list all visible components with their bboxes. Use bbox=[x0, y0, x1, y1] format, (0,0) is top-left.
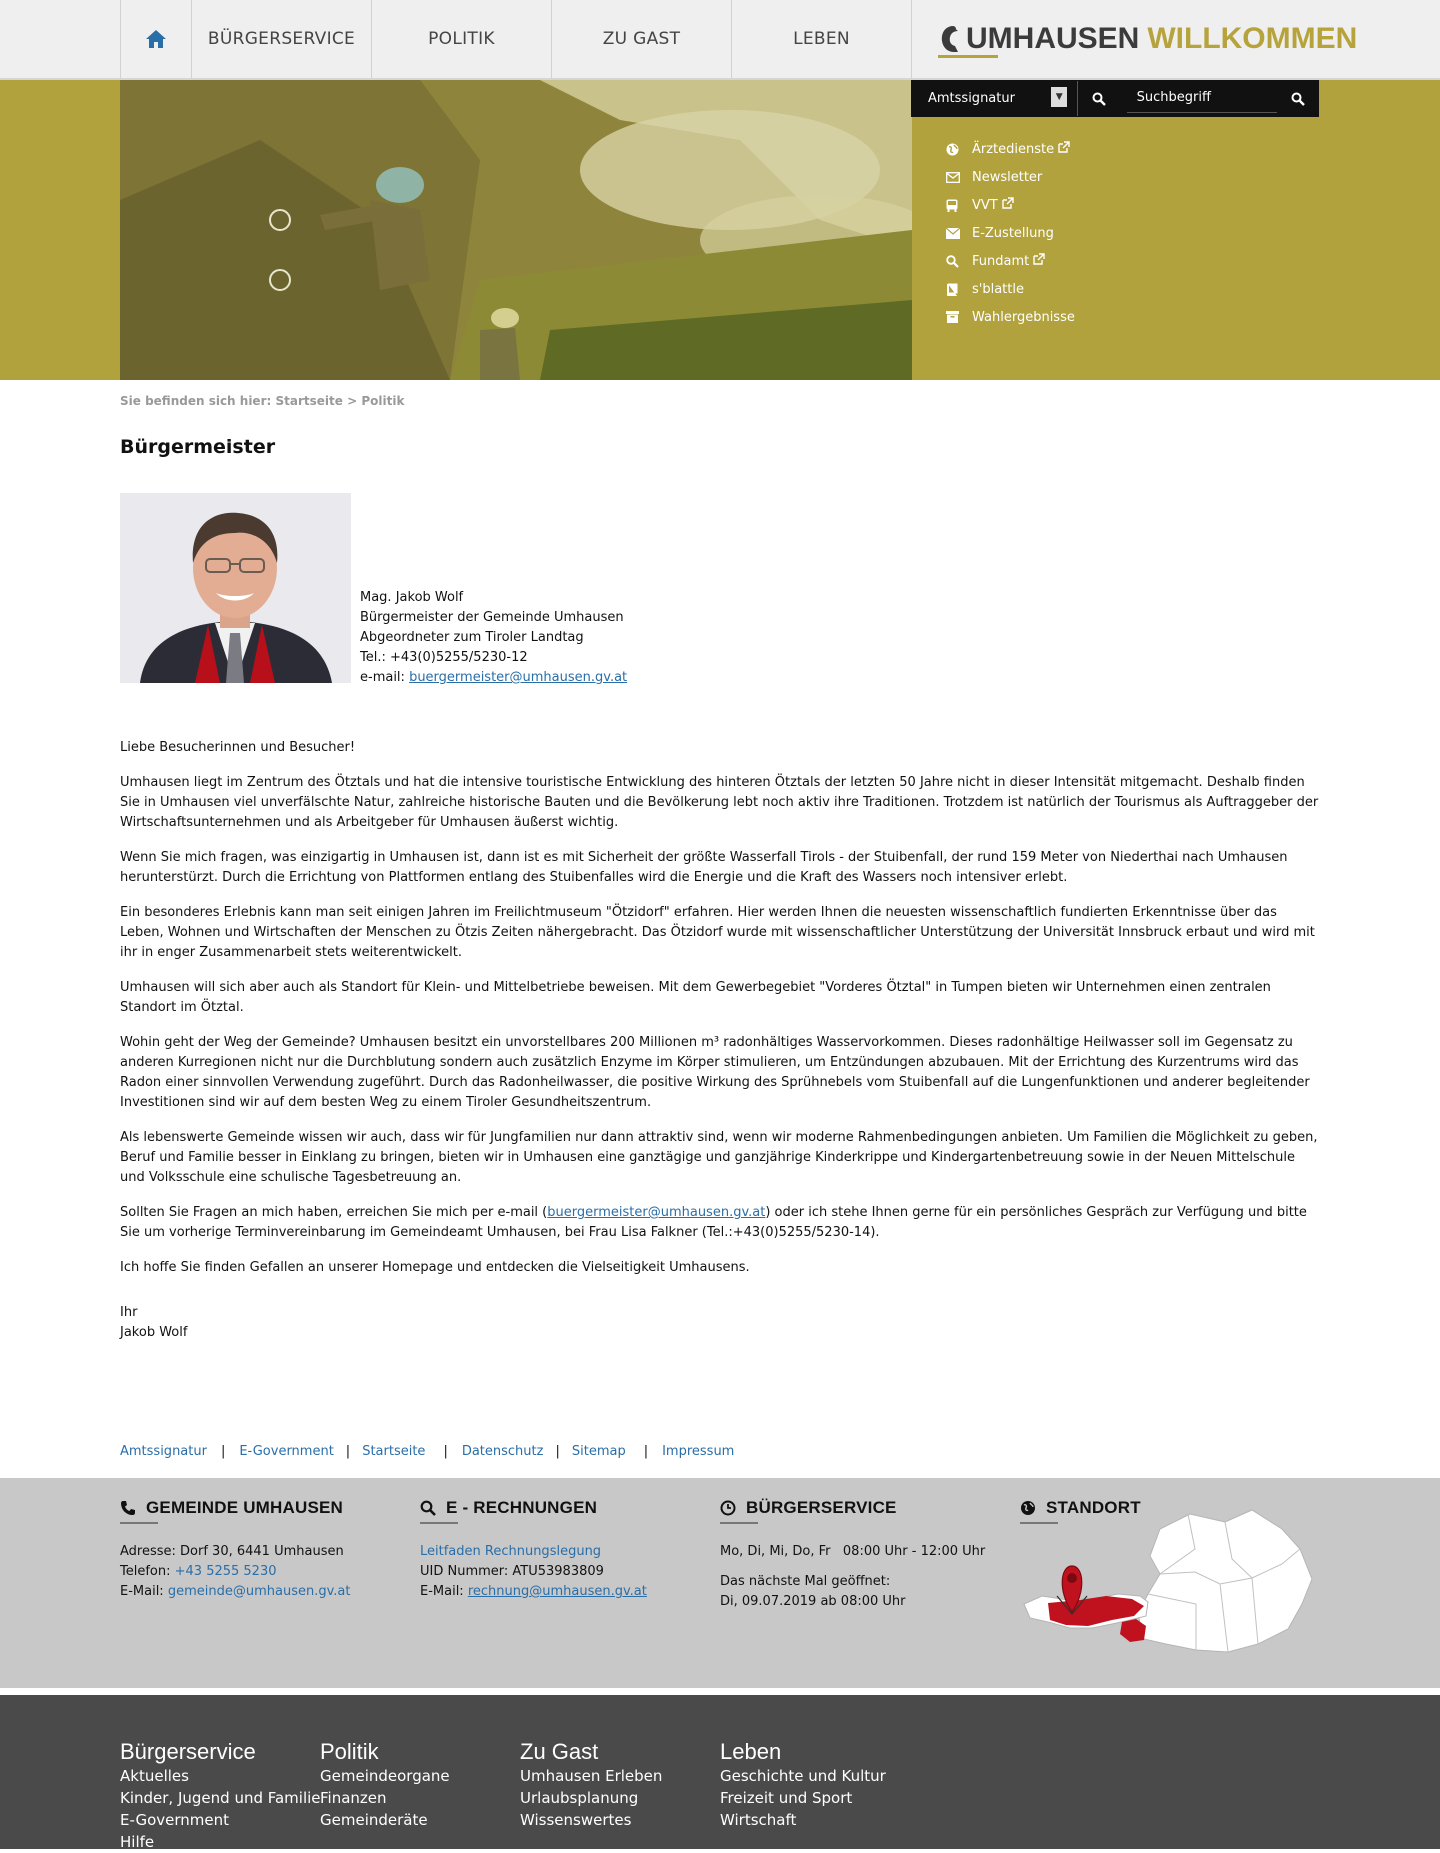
info-service-title: BÜRGERSERVICE bbox=[746, 1498, 897, 1517]
breadcrumb-current[interactable]: Politik bbox=[361, 394, 405, 408]
mayor-name: Mag. Jakob Wolf bbox=[360, 590, 464, 605]
sitemap-link[interactable]: Aktuelles bbox=[120, 1767, 189, 1785]
heading-underline bbox=[120, 1522, 158, 1524]
footer-link-e-government[interactable]: E-Government bbox=[239, 1444, 334, 1459]
text-fragment: Sollten Sie Fragen an mich haben, erreichen Sie mich per e-mail ( bbox=[120, 1205, 548, 1220]
info-rechnungen-title: E - RECHNUNGEN bbox=[446, 1498, 598, 1517]
heading-underline bbox=[720, 1522, 758, 1524]
top-navigation bbox=[0, 0, 1440, 80]
sitemap-link[interactable]: E-Government bbox=[120, 1811, 229, 1829]
nav-item-politik[interactable]: POLITIK bbox=[372, 0, 552, 78]
sitemap-link[interactable]: Geschichte und Kultur bbox=[720, 1767, 886, 1785]
footer-sitemap bbox=[0, 1695, 1440, 1849]
search-input[interactable] bbox=[1127, 82, 1277, 113]
mayor-phone: Tel.: +43(0)5255/5230-12 bbox=[360, 650, 528, 665]
quicklink-e-zustellung[interactable] bbox=[946, 219, 1075, 247]
info-gemeinde-title: GEMEINDE UMHAUSEN bbox=[146, 1498, 344, 1517]
footer-link-datenschutz[interactable]: Datenschutz bbox=[461, 1444, 544, 1459]
home-button[interactable] bbox=[120, 0, 192, 78]
info-service-heading bbox=[720, 1498, 1000, 1518]
quicklink-label: Newsletter bbox=[972, 169, 1043, 185]
logo-word-umhausen: UMHAUSEN bbox=[966, 22, 1140, 55]
mayor-email-row bbox=[360, 668, 627, 688]
footer-separator: | bbox=[443, 1444, 448, 1459]
footer-separator: | bbox=[345, 1444, 351, 1459]
hero-image bbox=[120, 80, 912, 380]
info-standort-title: STANDORT bbox=[1046, 1498, 1141, 1517]
external-link-icon bbox=[1058, 141, 1070, 157]
article-paragraph: Ich hoffe Sie finden Gefallen an unserer Homepage und entdecken die Vielseitigkeit Umhausens. bbox=[120, 1260, 750, 1275]
sitemap-heading[interactable]: Leben bbox=[720, 1739, 782, 1764]
phone-icon bbox=[120, 1500, 136, 1516]
sitemap-link[interactable]: Freizeit und Sport bbox=[720, 1789, 853, 1807]
sitemap-heading[interactable]: Zu Gast bbox=[520, 1739, 599, 1764]
gemeinde-address: Adresse: Dorf 30, 6441 Umhausen bbox=[120, 1544, 344, 1559]
mayor-contact bbox=[360, 588, 627, 688]
breadcrumb bbox=[120, 394, 404, 408]
article-paragraph: Ein besonderes Erlebnis kann man seit einigen Jahren im Freilichtmuseum "Ötzidorf" erfahren. Hier werden Ihnen die neuesten wissenschaftlich fundierten Erkenntnisse über das Leben, Wohnen und Wirtschaften der Menschen zu Ötzis Zeiten nähergebracht. Das Ötzidorf wurde mit wissenschaftlicher Unterstützung der Universität Innsbruck erbaut und wird mit ihr in enger Zusammenarbeit stets weiterentwickelt. bbox=[120, 905, 1315, 960]
rechnungslegung-guide-link[interactable]: Leitfaden Rechnungslegung bbox=[420, 1544, 602, 1559]
email-label: e-mail: bbox=[360, 670, 410, 685]
quicklink-label: Ärztedienste bbox=[972, 141, 1055, 157]
envelope-icon bbox=[946, 172, 972, 183]
phone-label: Telefon: bbox=[120, 1564, 175, 1579]
search-icon bbox=[946, 255, 972, 268]
mayor-role-2: Abgeordneter zum Tiroler Landtag bbox=[360, 630, 584, 645]
mayor-email-link[interactable]: buergermeister@umhausen.gv.at bbox=[409, 670, 628, 685]
info-gemeinde bbox=[120, 1498, 400, 1602]
quicklink-wahlergebnisse[interactable] bbox=[946, 303, 1075, 331]
article-signature: Jakob Wolf bbox=[120, 1325, 188, 1340]
logo-word-willkommen: WILLKOMMEN bbox=[1147, 22, 1358, 55]
article-paragraph: Wohin geht der Weg der Gemeinde? Umhausen besitzt ein unvorstellbares 200 Millionen m³ radonhältiges Wasservorkommen. Dieses radonhältige Heilwasser soll im Gegensatz zu anderen Kurregionen nicht nur die Durchblutung sondern auch zusätzlich Enzyme im Körper stimulieren, um Entzündungen abzubauen. Mit der Errichtung des Kurzentrums wird das Radon einer sinnvollen Verwendung zugeführt. Durch das Radonheilwasser, die positive Wirkung des Sprühnebels vom Stuibenfall auf die Lungenfunktionen und anderer begleitender Investitionen sind wir auf dem besten Weg zu einem Tiroler Gesundheitszentrum. bbox=[120, 1035, 1310, 1110]
quicklink-label: Fundamt bbox=[972, 253, 1030, 269]
page-title: Bürgermeister bbox=[120, 436, 276, 458]
info-rechnungen-heading bbox=[420, 1498, 700, 1518]
search-bar bbox=[911, 80, 1319, 117]
sitemap-heading[interactable]: Bürgerservice bbox=[120, 1739, 256, 1764]
article-greeting: Liebe Besucherinnen und Besucher! bbox=[120, 740, 356, 755]
article-email-link[interactable]: buergermeister@umhausen.gv.at bbox=[547, 1205, 766, 1220]
info-service bbox=[720, 1498, 1000, 1612]
opening-hours: Mo, Di, Mi, Do, Fr 08:00 Uhr - 12:00 Uhr bbox=[720, 1544, 986, 1559]
sitemap-heading[interactable]: Politik bbox=[320, 1739, 379, 1764]
nav-item-zu-gast[interactable]: ZU GAST bbox=[552, 0, 732, 78]
quicklink-sblattle[interactable] bbox=[946, 275, 1075, 303]
sitemap-col-zu-gast bbox=[520, 1739, 662, 1831]
quicklink-newsletter[interactable] bbox=[946, 163, 1075, 191]
search-icon bbox=[1092, 92, 1106, 106]
email-label: E-Mail: bbox=[120, 1584, 168, 1599]
gemeinde-phone-row bbox=[120, 1562, 400, 1582]
article-paragraph: Als lebenswerte Gemeinde wissen wir auch, dass wir für Jungfamilien nur dann attraktiv sind, wenn wir moderne Rahmenbedingungen anbieten. Um Familien die Möglichkeit zu geben, Beruf und Familie besser in Einklang zu bringen, bieten wir in Umhausen eine ganztägige und ganzjährige Kinderkrippe und Kindergartenbetreuung sowie in der Neuen Mittelschule und Volksschule eine schulische Tagesbetreuung an. bbox=[120, 1130, 1318, 1185]
quicklink-label: VVT bbox=[972, 197, 998, 213]
article-paragraph: Umhausen will sich aber auch als Standort für Klein- und Mittelbetriebe beweisen. Mit dem Gewerbegebiet "Vorderes Ötztal" in Tumpen bieten wir Unternehmen einen zentralen Standort im Ötztal. bbox=[120, 980, 1271, 1015]
mayor-portrait bbox=[120, 493, 351, 683]
sitemap-link[interactable]: Finanzen bbox=[320, 1789, 387, 1807]
external-link-icon bbox=[1033, 253, 1045, 269]
quicklink-label: s'blattle bbox=[972, 281, 1024, 297]
footer-separator: | bbox=[220, 1444, 226, 1459]
gemeinde-email-link[interactable]: gemeinde@umhausen.gv.at bbox=[167, 1584, 351, 1599]
quicklink-label: E-Zustellung bbox=[972, 225, 1054, 241]
amtssignatur-search-button[interactable] bbox=[1078, 80, 1120, 117]
amtssignatur-select-value: Amtssignatur bbox=[928, 91, 1015, 106]
clock-icon bbox=[720, 1500, 736, 1516]
book-icon bbox=[946, 283, 972, 296]
rechnung-email-row bbox=[420, 1582, 700, 1602]
footer-link-amtssignatur[interactable]: Amtssignatur bbox=[120, 1444, 207, 1459]
home-icon bbox=[145, 29, 167, 49]
email-label: E-Mail: bbox=[420, 1584, 468, 1599]
envelope-filled-icon bbox=[946, 228, 972, 239]
search-icon bbox=[420, 1500, 436, 1516]
nav-item-leben[interactable]: LEBEN bbox=[732, 0, 912, 78]
next-opening-value: Di, 09.07.2019 ab 08:00 Uhr bbox=[720, 1594, 906, 1609]
search-submit-button[interactable] bbox=[1277, 80, 1319, 117]
footer-link-impressum[interactable]: Impressum bbox=[662, 1444, 735, 1459]
archive-icon bbox=[946, 311, 972, 323]
breadcrumb-separator: > bbox=[347, 394, 358, 408]
sitemap-col-buergerservice bbox=[120, 1739, 321, 1853]
bus-icon bbox=[946, 199, 972, 212]
gemeinde-email-row bbox=[120, 1582, 400, 1602]
article-paragraph bbox=[120, 1203, 1320, 1243]
uid-number: UID Nummer: ATU53983809 bbox=[420, 1564, 604, 1579]
info-rechnungen bbox=[420, 1498, 700, 1602]
sitemap-link[interactable]: Gemeinderäte bbox=[320, 1811, 428, 1829]
next-opening-label: Das nächste Mal geöffnet: bbox=[720, 1574, 891, 1589]
article-paragraph: Umhausen liegt im Zentrum des Ötztals und hat die intensive touristische Entwicklung des hinteren Ötztals der letzten 50 Jahre nicht in dieser Intensität mitgemacht. Deshalb finden Sie in Umhausen viel unverfälschte Natur, zahlreiche historische Bauten und die Bevölkerung lebt noch aktiv ihre Traditionen. Trotzdem ist natürlich der Tourismus als Auftraggeber der Wirtschaftsunternehmen und als Arbeitgeber für Umhausen äußerst wichtig. bbox=[120, 775, 1319, 830]
article-body bbox=[120, 738, 1320, 1343]
article-closing: Ihr bbox=[120, 1305, 138, 1320]
austria-location-map[interactable] bbox=[1020, 1504, 1320, 1664]
search-icon bbox=[1291, 92, 1305, 106]
sitemap-link[interactable]: Hilfe bbox=[120, 1833, 155, 1851]
breadcrumb-home-link[interactable]: Startseite bbox=[275, 394, 343, 408]
marmot-logo-icon bbox=[938, 24, 960, 54]
footer-link-startseite[interactable]: Startseite bbox=[362, 1444, 426, 1459]
sitemap-link[interactable]: Wirtschaft bbox=[720, 1811, 797, 1829]
sitemap-link[interactable]: Kinder, Jugend und Familie bbox=[120, 1789, 321, 1807]
heading-underline bbox=[420, 1522, 458, 1524]
quicklink-label: Wahlergebnisse bbox=[972, 309, 1075, 325]
footer-separator: | bbox=[555, 1444, 560, 1459]
site-logo[interactable] bbox=[938, 18, 1357, 60]
gemeinde-phone-link[interactable]: +43 5255 5230 bbox=[174, 1564, 277, 1579]
sitemap-col-politik bbox=[320, 1739, 450, 1831]
footer-separator: | bbox=[643, 1444, 649, 1459]
amtssignatur-select[interactable] bbox=[912, 81, 1078, 116]
footer-link-sitemap[interactable]: Sitemap bbox=[571, 1444, 626, 1459]
quicklink-vvt[interactable] bbox=[946, 191, 1075, 219]
sitemap-col-leben bbox=[720, 1739, 886, 1831]
sitemap-link[interactable]: Urlaubsplanung bbox=[520, 1789, 639, 1807]
globe-icon bbox=[946, 143, 972, 156]
info-section bbox=[0, 1478, 1440, 1688]
sitemap-link[interactable]: Umhausen Erleben bbox=[520, 1767, 663, 1785]
sitemap-link[interactable]: Gemeindeorgane bbox=[320, 1767, 450, 1785]
external-link-icon bbox=[1002, 197, 1014, 213]
footer-links bbox=[120, 1444, 734, 1459]
quick-links bbox=[946, 135, 1075, 331]
sitemap-link[interactable]: Wissenswertes bbox=[520, 1811, 632, 1829]
text-fragment: ) oder ich stehe Ihnen gerne für ein persönliches Gespräch zur Verfügung und bitte Sie um vorherige Terminvereinbarung im Gemeindeamt Umhausen, bei Frau Lisa Falkner (Tel.:+43(0)5255/5230-14). bbox=[120, 1205, 1307, 1240]
mayor-role: Bürgermeister der Gemeinde Umhausen bbox=[360, 610, 624, 625]
article-paragraph: Wenn Sie mich fragen, was einzigartig in Umhausen ist, dann ist es mit Sicherheit der größte Wasserfall Tirols - der Stuibenfall, der rund 159 Meter von Niederthai nach Umhausen herunterstürzt. Durch die Errichtung von Plattformen entlang des Stuibenfalles wird die Energie und die Kraft des Wassers noch intensiver erlebt. bbox=[120, 850, 1288, 885]
nav-item-buergerservice[interactable]: BÜRGERSERVICE bbox=[192, 0, 372, 78]
rechnung-email-link[interactable]: rechnung@umhausen.gv.at bbox=[467, 1584, 647, 1599]
quicklink-fundamt[interactable] bbox=[946, 247, 1075, 275]
info-gemeinde-heading bbox=[120, 1498, 400, 1518]
quicklink-aerztedienste[interactable] bbox=[946, 135, 1075, 163]
logo-underline bbox=[938, 55, 998, 58]
breadcrumb-prefix: Sie befinden sich hier: bbox=[120, 394, 272, 408]
dropdown-arrow-icon[interactable]: ▼ bbox=[1051, 87, 1067, 107]
